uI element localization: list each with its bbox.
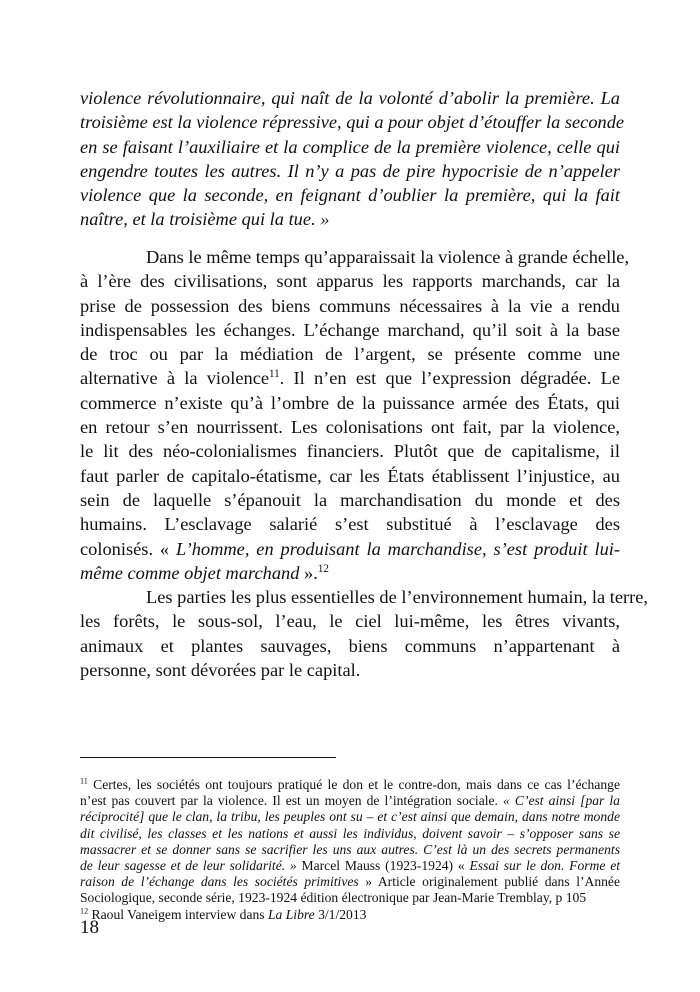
footnote-line [80,874,620,890]
text-run: Sociologique, seconde série, 1923-1924 édition électronique par Jean-Marie Tremblay, p 105 [80,890,587,906]
page-number: 18 [80,917,99,938]
body-text [80,245,649,682]
block-quote [80,86,625,232]
footnote-ref: 11 [269,368,280,381]
text-run: alternative à la violence [80,368,270,389]
text-run: La Libre [267,906,315,922]
text-run: Essai sur le don. Forme et [469,857,620,873]
footnote-line [80,777,620,793]
text-line [80,561,620,585]
text-run: troisième est la violence répressive, qui a pour objet d’étouffer la seconde [80,112,625,133]
text-run: « C’est ainsi [par la [503,793,620,809]
text-run: L’homme, en produisant la marchandise, s’est produit lui- [176,538,620,559]
text-run: personne, sont dévorées par le capital. [80,660,361,681]
text-run: en retour s’en nourrissent. Les colonisations ont fait, par la violence, [80,417,620,438]
text-line [80,488,620,512]
text-run: naître, et la troisième qui la tue. » [80,209,330,230]
text-line [80,415,620,439]
text-line [80,269,620,293]
text-run: prise de possession des biens communs nécessaires à la vie a rendu [80,295,620,316]
text-run: en se faisant l’auxiliaire et la complice de la première violence, celle qui [80,136,620,157]
footnote-line [80,858,620,874]
footnote-separator [80,757,336,758]
text-line [80,391,620,415]
text-line [80,464,620,488]
footnote-line [80,793,620,809]
text-run: 3/1/2013 [314,906,367,922]
text-run: sein de laquelle s’épanouit la marchandisation du monde et des [80,489,620,510]
text-run: même comme objet marchand [80,562,300,583]
text-run: ». [299,562,318,583]
footnote-line [80,890,620,906]
text-line [80,294,620,318]
text-run: massacrer et se donner sans se sacrifier les uns aux autres. C’est là un des secrets permanents [80,841,620,857]
quote-line [80,207,620,231]
text-line [80,342,620,366]
text-run: Les parties les plus essentielles de l’environnement humain, la terre, [146,587,649,608]
text-line [80,537,620,561]
text-line [80,634,620,658]
quote-line [80,86,620,110]
footnote-ref: 11 [80,776,88,786]
text-line [80,512,620,536]
text-run: violence révolutionnaire, qui naît de la volonté d’abolir la première. La [80,88,620,108]
text-run: n’est pas couvert par la violence. Il est un moyen de l’intégration sociale. [80,793,504,809]
text-run: » Article originalement publié dans l’Année [358,874,620,890]
text-run: commerce n’existe qu’à l’ombre de la puissance armée des États, qui [80,392,620,413]
text-run: animaux et plantes sauvages, biens communs n’appartenant à [80,635,620,656]
text-run: à l’ère des civilisations, sont apparus les rapports marchands, car la [80,271,620,292]
footnote-line [80,842,620,858]
footnote-line [80,907,620,923]
text-run: . Il n’en est que l’expression dégradée. Le [279,368,621,389]
text-run: de troc ou par la médiation de l’argent, se présente comme une [80,344,620,365]
quote-line [80,159,620,183]
text-run: Marcel Mauss (1923-1924) « [296,857,470,873]
text-line [80,366,620,390]
quote-line [80,110,625,134]
text-run: réciprocité] que le clan, la tribu, les peuples ont su – et c’est ainsi que demain, dans notre monde [80,809,620,825]
text-run: faut parler de capitalo-étatisme, car les États établissent l’injustice, au [80,465,620,486]
text-run: Dans le même temps qu’apparaissait la violence à grande échelle, [146,247,630,267]
text-run: Raoul Vaneigem interview dans [88,906,268,922]
footnotes [80,777,620,923]
text-run: violence que la seconde, en feignant d’oublier la première, qui la fait [80,185,620,206]
text-run: de leur sagesse et de leur solidarité. » [80,857,297,873]
text-run: le lit des néo-colonialismes financiers. Plutôt que de capitalisme, il [80,441,620,462]
text-line [80,658,620,682]
text-line [80,439,620,463]
text-run: raison de l’échange dans les sociétés primitives [80,874,359,890]
text-run: indispensables les échanges. L’échange marchand, qu’il soit à la base [80,319,620,340]
text-run: les forêts, le sous-sol, l’eau, le ciel lui-même, les êtres vivants, [80,611,620,632]
text-line [80,585,649,609]
text-run: engendre toutes les autres. Il n’y a pas de pire hypocrisie de n’appeler [80,160,620,181]
text-line [80,609,620,633]
text-line [80,318,620,342]
footnote-ref: 12 [317,562,329,575]
text-run: dit civilisé, les classes et les nations et aussi les individus, doivent savoir – s’opposer sans se [80,825,620,841]
quote-line [80,183,620,207]
footnote-line [80,826,620,842]
text-line [80,245,630,269]
text-run: colonisés. « [80,538,177,559]
quote-line [80,135,620,159]
text-run: Certes, les sociétés ont toujours pratiqué le don et le contre-don, mais dans ce cas l’échange [87,777,620,792]
footnote-line [80,809,620,825]
footnote-ref: 12 [80,905,89,915]
text-run: humains. L’esclavage salarié s’est substitué à l’esclavage des [80,514,620,535]
